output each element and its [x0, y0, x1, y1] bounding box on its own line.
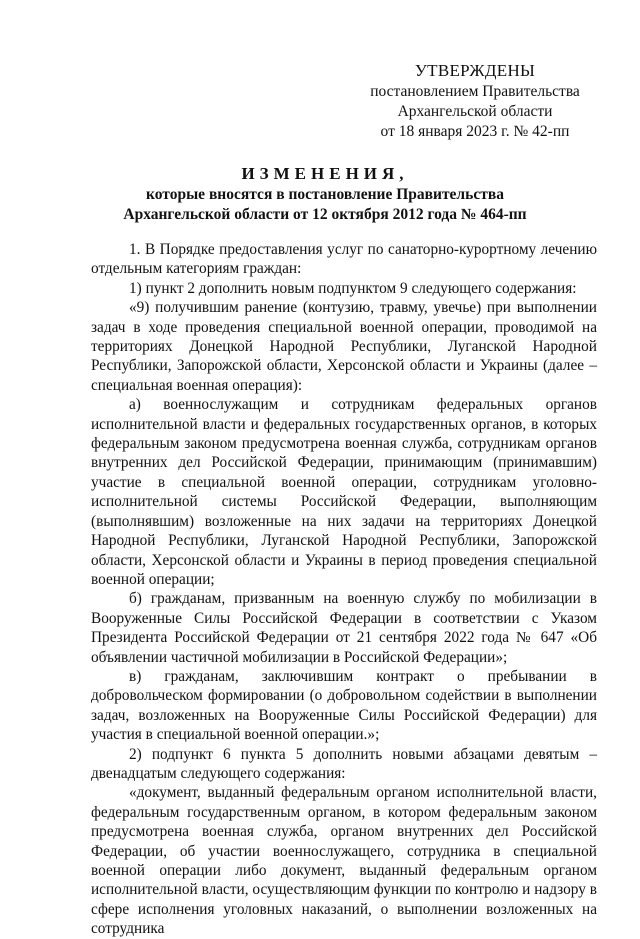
paragraph: в) гражданам, заключившим контракт о пребывании в добровольческом формировании (о добровольном содействии в выполнении задач, возложенных на Вооруженные Силы Российской Федерации) для участия в специальной военной операции.»;: [91, 667, 597, 744]
paragraph: «документ, выданный федеральным органом исполнительной власти, федеральным государственным органом, в котором федеральным законом предусмотрена военная служба, органом внутренних дел Российской Федерации, об участии военнослужащего, сотрудника в специальной военной операции либо документ, выданный федеральным органом исполнительной власти, осуществляющим функции по контролю и надзору в сфере исполнения уголовных наказаний, о выполнении возложенных на сотрудника: [91, 784, 597, 938]
paragraph: а) военнослужащим и сотрудникам федеральных органов исполнительной власти и федеральных государственных органов, в которых федеральным законом предусмотрена военная служба, сотрудникам органов внутренних дел Российской Федерации, принимающим (принимавшим) участие в специальной военной операции, сотрудникам уголовно-исполнительной системы Российской Федерации, выполняющим (выполнявшим) возложенные на них задачи на территориях Донецкой Народной Республики, Луганской Народной Республики, Запорожской области, Херсонской области и Украины в период проведения специальной военной операции;: [91, 396, 597, 588]
approval-line: Архангельской области: [397, 103, 553, 120]
paragraph: б) гражданам, призванным на военную службу по мобилизации в Вооруженные Силы Российской Федерации в соответствии с Указом Президента Российской Федерации от 21 сентября 2022 года № 647 «Об объявлении частичной мобилизации в Российской Федерации»;: [91, 590, 597, 666]
paragraph: 1) пункт 2 дополнить новым подпунктом 9 следующего содержания:: [129, 279, 577, 297]
document-title: [90, 163, 560, 225]
approval-heading: УТВЕРЖДЕНЫ: [414, 61, 536, 80]
title-line: которые вносятся в постановление Правительства: [146, 186, 504, 203]
approval-line: постановлением Правительства: [370, 83, 580, 100]
paragraph: 2) подпункт 6 пункта 5 дополнить новыми абзацами девятым – двенадцатым следующего содержания:: [91, 745, 597, 782]
paragraph: 1. В Порядке предоставления услуг по санаторно-курортному лечению отдельным категориям граждан:: [91, 241, 597, 278]
title-line: Архангельской области от 12 октября 2012 года № 464-пп: [123, 206, 527, 223]
document-body: [91, 240, 597, 939]
approval-date-line: от 18 января 2023 г. № 42-пп: [380, 123, 570, 140]
approval-block: [360, 60, 590, 142]
paragraph: «9) получившим ранение (контузию, травму, увечье) при выполнении задач в ходе проведения специальной военной операции, проводимой на территориях Донецкой Народной Республики, Луганской Народной Республики, Запорожской области, Херсонской области и Украины (далее – специальная военная операция):: [91, 299, 597, 394]
title-heading: ИЗМЕНЕНИЯ,: [241, 164, 409, 183]
